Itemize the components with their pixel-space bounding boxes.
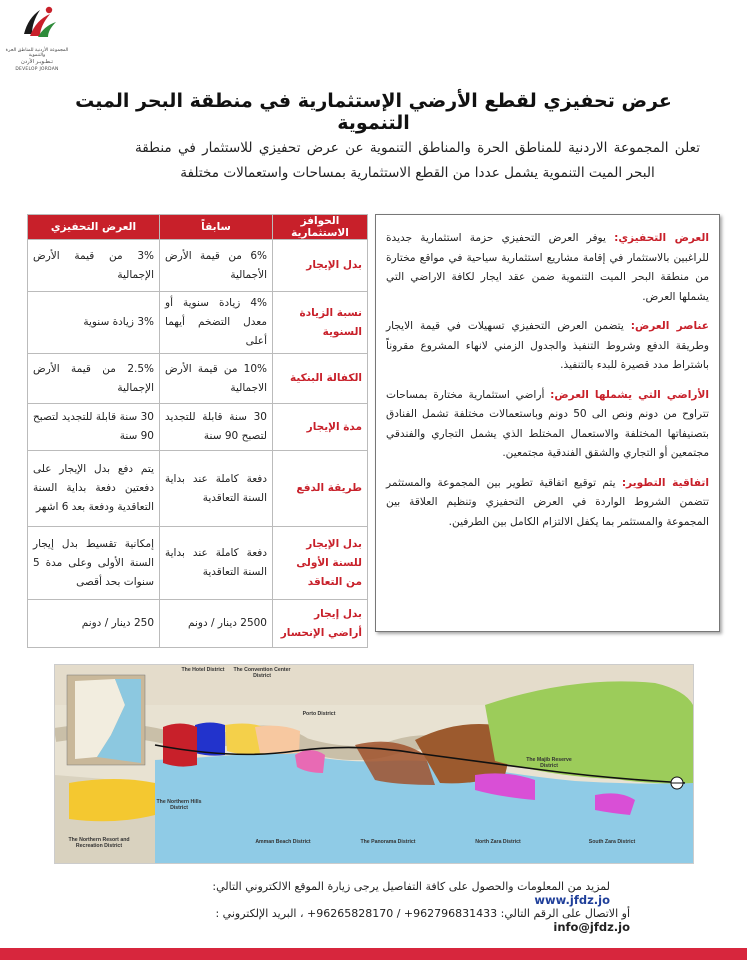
district-map [54, 664, 694, 864]
info-label: عناصر العرض: [630, 320, 709, 332]
previous-value: 10% من قيمة الأرض الاجمالية [160, 354, 273, 404]
previous-value: 2500 دينار / دونم [160, 600, 273, 648]
offer-value: 3% زيادة سنوية [28, 292, 160, 354]
info-paragraph-lands [386, 386, 709, 464]
map-label-majib: The Majib Reserve District [526, 757, 572, 769]
offer-value: إمكانية تقسيط بدل إيجار السنة الأولى وعلى مدة 5 سنوات بحد أقصى [28, 527, 160, 600]
row-label: بدل الإيجار [273, 240, 368, 292]
previous-value: دفعة كاملة عند بداية السنة التعاقدية [160, 527, 273, 600]
logo-org-name: المجموعة الأردنية للمناطق الحرة والتنموية [5, 48, 69, 58]
table-row [28, 240, 368, 292]
column-header-offer: العرض التحفيزي [28, 215, 160, 240]
table-row [28, 354, 368, 404]
previous-value: 4% زيادة سنوية أو معدل التضخم أيهما أعلى [160, 292, 273, 354]
offer-value: 30 سنة قابلة للتجديد لتصبح 90 سنة [28, 404, 160, 451]
offer-value: 250 دينار / دونم [28, 600, 160, 648]
table-row [28, 292, 368, 354]
logo-brand-english: DEVELOP JORDAN [15, 67, 59, 72]
info-label: العرض التحفيزي: [614, 232, 709, 244]
district-map-graphic [55, 665, 693, 863]
info-label: اتفاقية التطوير: [621, 476, 709, 489]
previous-value: دفعة كاملة عند بداية السنة التعاقدية [160, 451, 273, 527]
table-row [28, 451, 368, 527]
map-label-northern-hills: The Northern Hills District [156, 799, 202, 811]
bottom-decor-bar [0, 948, 747, 960]
offer-details-box [375, 214, 720, 632]
map-label-northern-resort: The Northern Resort and Recreation District [68, 837, 130, 849]
offer-value: 3% من قيمة الأرض الإجمالية [28, 240, 160, 292]
more-info-text: لمزيد من المعلومات والحصول على كافة التفاصيل يرجى زيارة الموقع الالكتروني التالي: [212, 880, 610, 893]
info-paragraph-offer [386, 229, 709, 307]
incentives-table [27, 214, 368, 648]
info-text: يتضمن العرض التحفيزي تسهيلات في قيمة الايجار وطريقة الدفع وشروط التنفيذ والجدول الزمني لانهاء المشروع مقروناً باشتراط مدد قصيرة للبدء بالتنفيذ. [386, 320, 709, 371]
page-title: عرض تحفيزي لقطع الأرضي الإستثمارية في منطقة البحر الميت التنموية [75, 90, 672, 134]
previous-value: 6% من قيمة الأرض الأجمالية [160, 240, 273, 292]
offer-value: 2.5% من قيمة الأرض الإجمالية [28, 354, 160, 404]
column-header-previous: سابقاً [160, 215, 273, 240]
website-link[interactable]: www.jfdz.jo [534, 893, 610, 907]
info-paragraph-agreement [386, 474, 709, 533]
row-label: الكفالة البنكية [273, 354, 368, 404]
map-label-south-zara: South Zara District [588, 839, 636, 845]
previous-value: 30 سنة قابلة للتجديد لتصبح 90 سنة [160, 404, 273, 451]
logo-emblem-icon [18, 4, 58, 42]
email-link[interactable]: info@jfdz.jo [553, 920, 630, 934]
row-label: بدل الإيجار للسنة الأولى من التعاقد [273, 527, 368, 600]
map-label-north-zara: North Zara District [475, 839, 521, 845]
column-header-incentive: الحوافز الاستثمارية [273, 215, 368, 240]
map-label-panorama: The Panorama District [360, 839, 416, 845]
row-label: بدل إيجار أراضي الإنحسار [273, 600, 368, 648]
intro-paragraph: تعلن المجموعة الاردنية للمناطق الحرة والمناطق التنموية عن عرض تحفيزي للاستثمار في منطقة البحر الميت التنموية يشمل عددا من القطع الاستثمارية بمساحات واستعمالات مختلفة [135, 140, 700, 181]
offer-value: يتم دفع بدل الإيجار على دفعتين دفعة بداية السنة التعاقدية ودفعة بعد 6 اشهر [28, 451, 160, 527]
contact-text: أو الاتصال على الرقم التالي: 962796831433+ / 96265828170+ ، البريد الإلكتروني : [215, 907, 630, 920]
info-text: يتم توقيع اتفاقية تطوير بين المجموعة والمستثمر تتضمن الشروط الواردة في العرض التحفيزي وتنظيم العلاقة بين المجموعة والمستثمر بما يكفل الالتزام الكامل بين الطرفين. [386, 476, 709, 528]
table-row [28, 600, 368, 648]
logo [4, 4, 70, 74]
map-label-amman-beach: Amman Beach District [255, 839, 311, 845]
footer-more-info [150, 880, 610, 907]
footer-contact [140, 907, 630, 934]
info-text: يوفر العرض التحفيزي حزمة استثمارية جديدة للراغبين بالاستثمار في إقامة مشاريع استثمارية سياحية في مواقع مختارة من منطقة البحر الميت التنموية ضمن عقد ايجار لكافة الاراضي التي يشملها العرض. [386, 232, 709, 303]
row-label: نسبة الزيادة السنوية [273, 292, 368, 354]
map-label-porto: Porto District [302, 711, 336, 717]
row-label: طريقة الدفع [273, 451, 368, 527]
info-label: الأراضي التي يشملها العرض: [550, 388, 709, 401]
table-row [28, 527, 368, 600]
logo-brand-arabic: تـطـويـر الأردن [21, 59, 53, 65]
table-row [28, 404, 368, 451]
info-text: أراضي استثمارية مختارة بمساحات تتراوح من دونم ونص الى 50 دونم وباستعمالات مختلفة تشمل الفنادق بتصنيفاتها المختلفة والاستعمال المختلط الذي يشمل التجاري والفندقي مجتمعين أو التجاري والشقق الفندقية مجتمعين. [386, 388, 709, 459]
table-header-row [28, 215, 368, 240]
row-label: مدة الإيجار [273, 404, 368, 451]
info-paragraph-elements [386, 317, 709, 376]
map-label-convention: The Convention Center District [233, 667, 291, 679]
map-label-hotel: The Hotel District [181, 667, 225, 673]
